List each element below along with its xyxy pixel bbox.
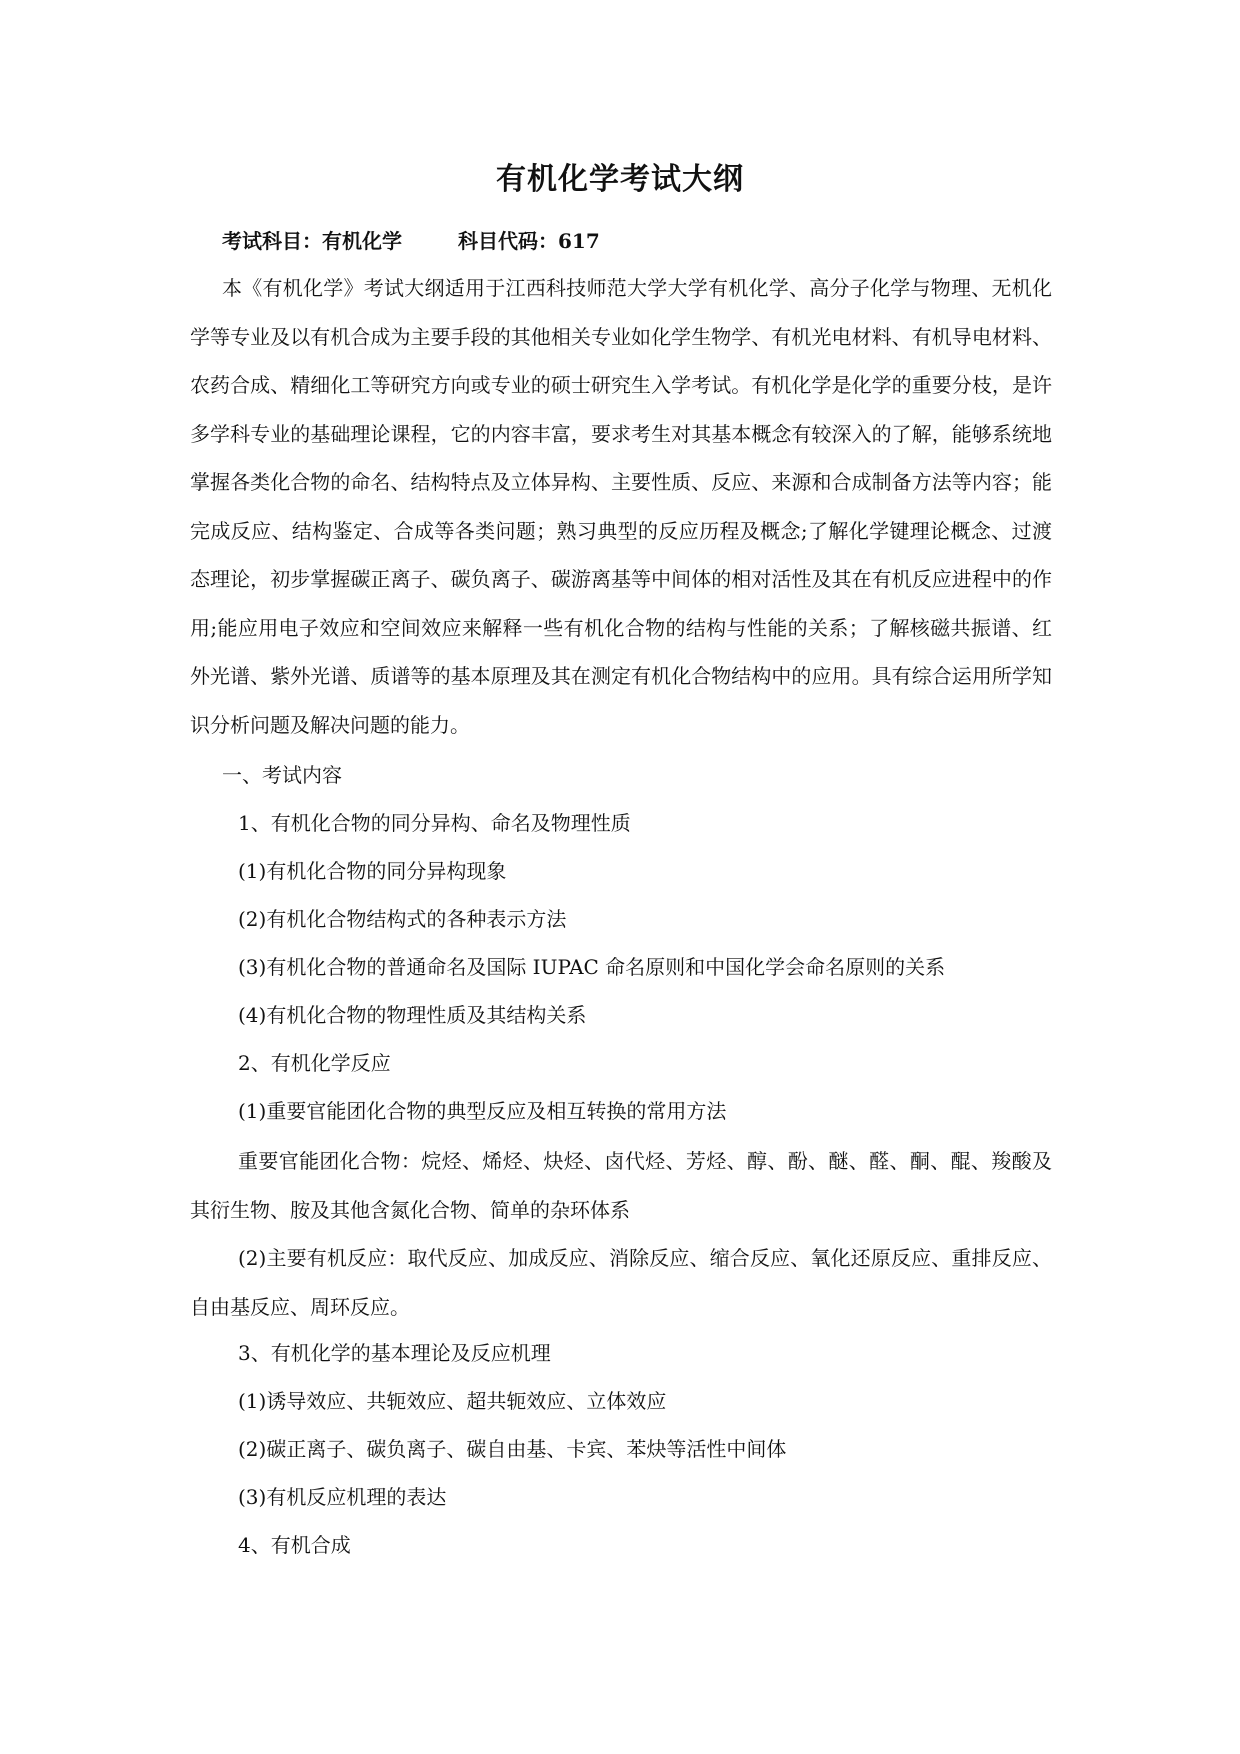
list-item-3-1: (1)诱导效应、共轭效应、超共轭效应、立体效应 (238, 1389, 667, 1413)
item-heading-3: 3、有机化学的基本理论及反应机理 (238, 1341, 551, 1365)
subject-label: 考试科目：有机化学 (222, 229, 402, 253)
section-heading-exam-content: 一、考试内容 (222, 763, 342, 787)
item-heading-4: 4、有机合成 (238, 1533, 351, 1557)
list-item-1-1: (1)有机化合物的同分异构现象 (238, 859, 507, 883)
list-item-2-1: (1)重要官能团化合物的典型反应及相互转换的常用方法 (238, 1099, 727, 1123)
intro-paragraph: 本《有机化学》考试大纲适用于江西科技师范大学大学有机化学、高分子化学与物理、无机化学等专业及以有机合成为主要手段的其他相关专业如化学生物学、有机光电材料、有机导电材料、农药合成、精细化工等研究方向或专业的硕士研究生入学考试。有机化学是化学的重要分枝，是许多学科专业的基础理论课程，它的内容丰富，要求考生对其基本概念有较深入的了解，能够系统地掌握各类化合物的命名、结构特点及立体异构、主要性质、反应、来源和合成制备方法等内容；能完成反应、结构鉴定、合成等各类问题；熟习典型的反应历程及概念;了解化学键理论概念、过渡态理论，初步掌握碳正离子、碳负离子、碳游离基等中间体的相对活性及其在有机反应进程中的作用;能应用电子效应和空间效应来解释一些有机化合物的结构与性能的关系；了解核磁共振谱、红外光谱、紫外光谱、质谱等的基本原理及其在测定有机化合物结构中的应用。具有综合运用所学知识分析问题及解决问题的能力。 (190, 276, 1052, 737)
item-heading-2: 2、有机化学反应 (238, 1051, 391, 1075)
subject-code: 科目代码：617 (458, 229, 600, 253)
document-title: 有机化学考试大纲 (496, 162, 744, 197)
list-item-3-2: (2)碳正离子、碳负离子、碳自由基、卡宾、苯炔等活性中间体 (238, 1437, 787, 1461)
list-item-1-2: (2)有机化合物结构式的各种表示方法 (238, 907, 567, 931)
list-item-3-3: (3)有机反应机理的表达 (238, 1485, 447, 1509)
list-item-2-2: (2)主要有机反应：取代反应、加成反应、消除反应、缩合反应、氧化还原反应、重排反应、自由基反应、周环反应。 (190, 1246, 1052, 1319)
list-item-1-4: (4)有机化合物的物理性质及其结构关系 (238, 1003, 587, 1027)
list-item-1-3: (3)有机化合物的普通命名及国际 IUPAC 命名原则和中国化学会命名原则的关系 (238, 955, 946, 979)
item-heading-1: 1、有机化合物的同分异构、命名及物理性质 (238, 811, 631, 835)
list-item-2-1-detail: 重要官能团化合物：烷烃、烯烃、炔烃、卤代烃、芳烃、醇、酚、醚、醛、酮、醌、羧酸及其衍生物、胺及其他含氮化合物、简单的杂环体系 (190, 1149, 1052, 1222)
subject-info (222, 226, 600, 256)
